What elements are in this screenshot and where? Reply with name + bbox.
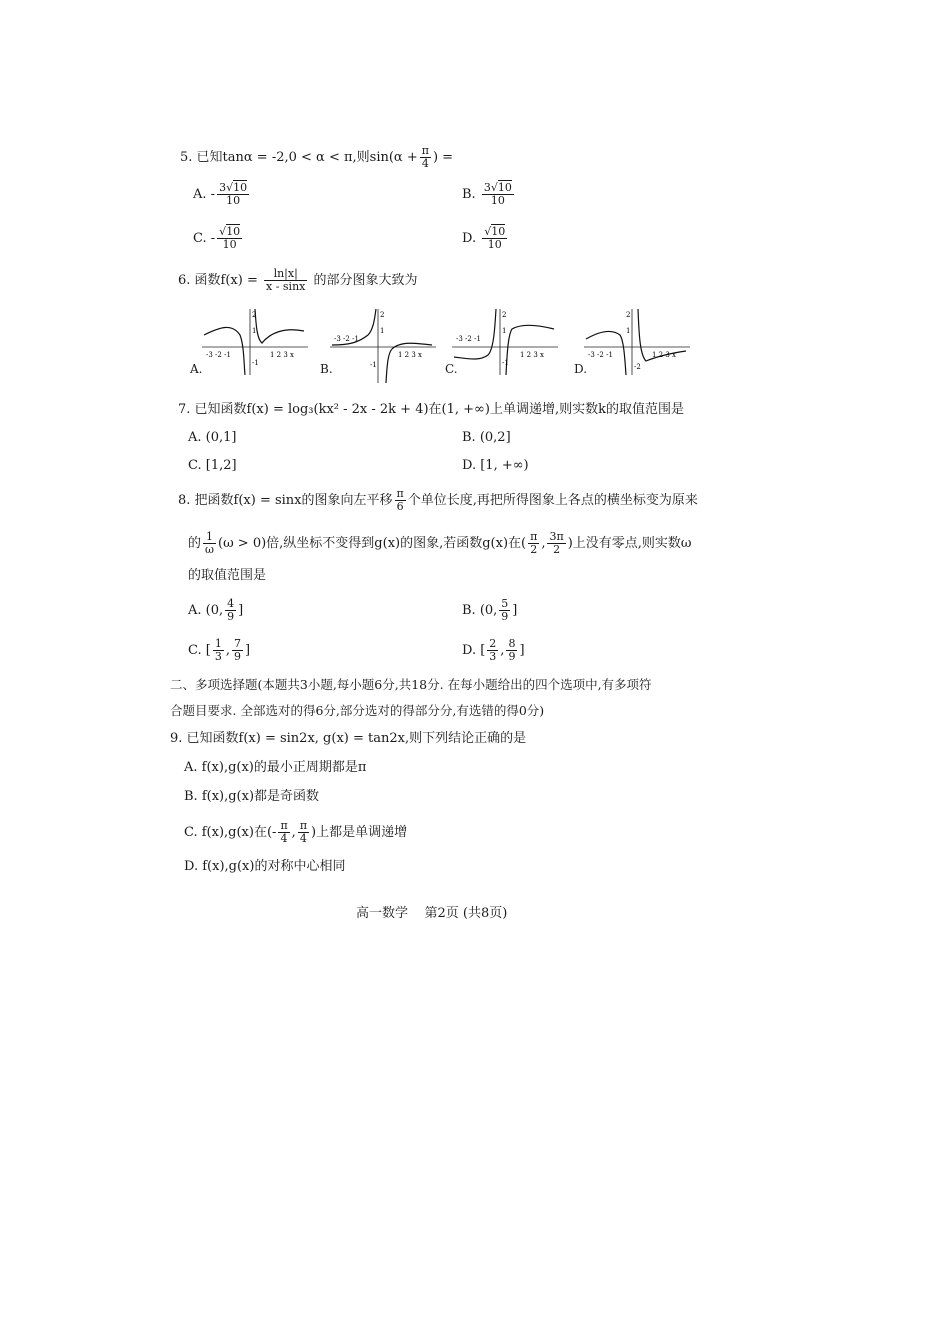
svg-text:1 2 3 x: 1 2 3 x	[398, 351, 422, 359]
svg-text:-1: -1	[502, 359, 509, 367]
svg-text:1 2 3 x: 1 2 3 x	[520, 351, 544, 359]
svg-text:-3 -2 -1: -3 -2 -1	[334, 335, 359, 343]
q7-option-a[interactable]: A. (0,1]	[188, 430, 237, 445]
q5-option-d[interactable]: D. $\frac{√10}{10}$	[462, 225, 506, 251]
svg-text:1 2 3 x: 1 2 3 x	[270, 351, 294, 359]
q6-graph-c-label: C.	[445, 362, 458, 376]
q9-option-c[interactable]: C. f(x),g(x)在(- $\frac{\pi}{4}$ , $\frac{\pi}{4}$ )上都是单调递增	[184, 819, 408, 845]
svg-text:2: 2	[626, 311, 631, 319]
svg-text:-3 -2 -1: -3 -2 -1	[588, 351, 613, 359]
q8-option-b[interactable]: B. (0, $\frac{5}{9}$ ]	[462, 597, 518, 623]
q8-stem-line3: 的取值范围是	[188, 568, 267, 583]
q5-stem: 5. 已知tanα = -2,0 < α < π,则sin(α + $\frac{\pi}{4}$ ) =	[180, 144, 454, 170]
svg-text:2: 2	[252, 311, 257, 319]
svg-text:-2: -2	[634, 363, 641, 371]
q5-option-a[interactable]: A. - $\frac{3√10}{10}$	[193, 181, 248, 207]
svg-text:2: 2	[502, 311, 507, 319]
page-footer: 高一数学 第2页 (共8页)	[356, 906, 508, 921]
q8-option-c[interactable]: C. [ $\frac{1}{3}$ , $\frac{7}{9}$ ]	[188, 637, 251, 663]
section2-heading-line2: 合题目要求. 全部选对的得6分,部分选对的得部分分,有选错的得0分)	[170, 703, 545, 718]
q9-option-b[interactable]: B. f(x),g(x)都是奇函数	[184, 789, 320, 804]
q5-option-b[interactable]: B. $\frac{3√10}{10}$	[462, 181, 512, 207]
q8-stem-line2: 的 $\frac{1}{\omega}$ (ω > 0)倍,纵坐标不变得到g(x)的图象,若函数g(x)在( $\frac{\pi}{2}$ , $\frac{3\pi}{2}$ )上没有零点,则实数ω	[188, 530, 692, 556]
q6-graph-a-label: A.	[190, 362, 203, 376]
svg-text:-3 -2 -1: -3 -2 -1	[456, 335, 481, 343]
q6-graph-a[interactable]	[200, 305, 312, 377]
q6-graph-d-label: D.	[574, 362, 588, 376]
svg-text:1: 1	[502, 327, 507, 335]
q8-option-d[interactable]: D. [ $\frac{2}{3}$ , $\frac{8}{9}$ ]	[462, 637, 525, 663]
svg-text:-3 -2 -1: -3 -2 -1	[206, 351, 231, 359]
q6-graph-b-label: B.	[320, 362, 333, 376]
q9-option-a[interactable]: A. f(x),g(x)的最小正周期都是π	[184, 760, 367, 775]
svg-text:1: 1	[626, 327, 631, 335]
q7-stem: 7. 已知函数f(x) = log₃(kx² - 2x - 2k + 4)在(1, +∞)上单调递增,则实数k的取值范围是	[178, 402, 684, 417]
section2-heading-line1: 二、多项选择题(本题共3小题,每小题6分,共18分. 在每小题给出的四个选项中,有多项符	[170, 677, 652, 692]
q7-option-c[interactable]: C. [1,2]	[188, 458, 237, 473]
q6-graph-b[interactable]	[328, 305, 440, 385]
svg-text:2: 2	[380, 311, 385, 319]
q7-option-b[interactable]: B. (0,2]	[462, 430, 511, 445]
q9-option-d[interactable]: D. f(x),g(x)的对称中心相同	[184, 859, 346, 874]
svg-text:-1: -1	[370, 361, 377, 369]
q7-option-d[interactable]: D. [1, +∞)	[462, 458, 529, 473]
svg-text:1: 1	[380, 327, 385, 335]
q6-graph-d[interactable]	[582, 305, 694, 377]
q8-stem-line1: 8. 把函数f(x) = sinx的图象向左平移 $\frac{\pi}{6}$ 个单位长度,再把所得图象上各点的横坐标变为原来	[178, 487, 698, 513]
q5-option-c[interactable]: C. - $\frac{√10}{10}$	[193, 225, 241, 251]
svg-text:1: 1	[252, 327, 257, 335]
svg-text:1 2 3 x: 1 2 3 x	[652, 351, 676, 359]
svg-text:-1: -1	[252, 359, 259, 367]
q6-graph-c[interactable]	[450, 305, 562, 377]
q6-stem: 6. 函数f(x) = $\frac{\ln|x|}{x - \sin x}$ 的部分图象大致为	[178, 267, 418, 293]
q9-stem: 9. 已知函数f(x) = sin2x, g(x) = tan2x,则下列结论正确的是	[170, 731, 527, 746]
q8-option-a[interactable]: A. (0, $\frac{4}{9}$ ]	[188, 597, 244, 623]
